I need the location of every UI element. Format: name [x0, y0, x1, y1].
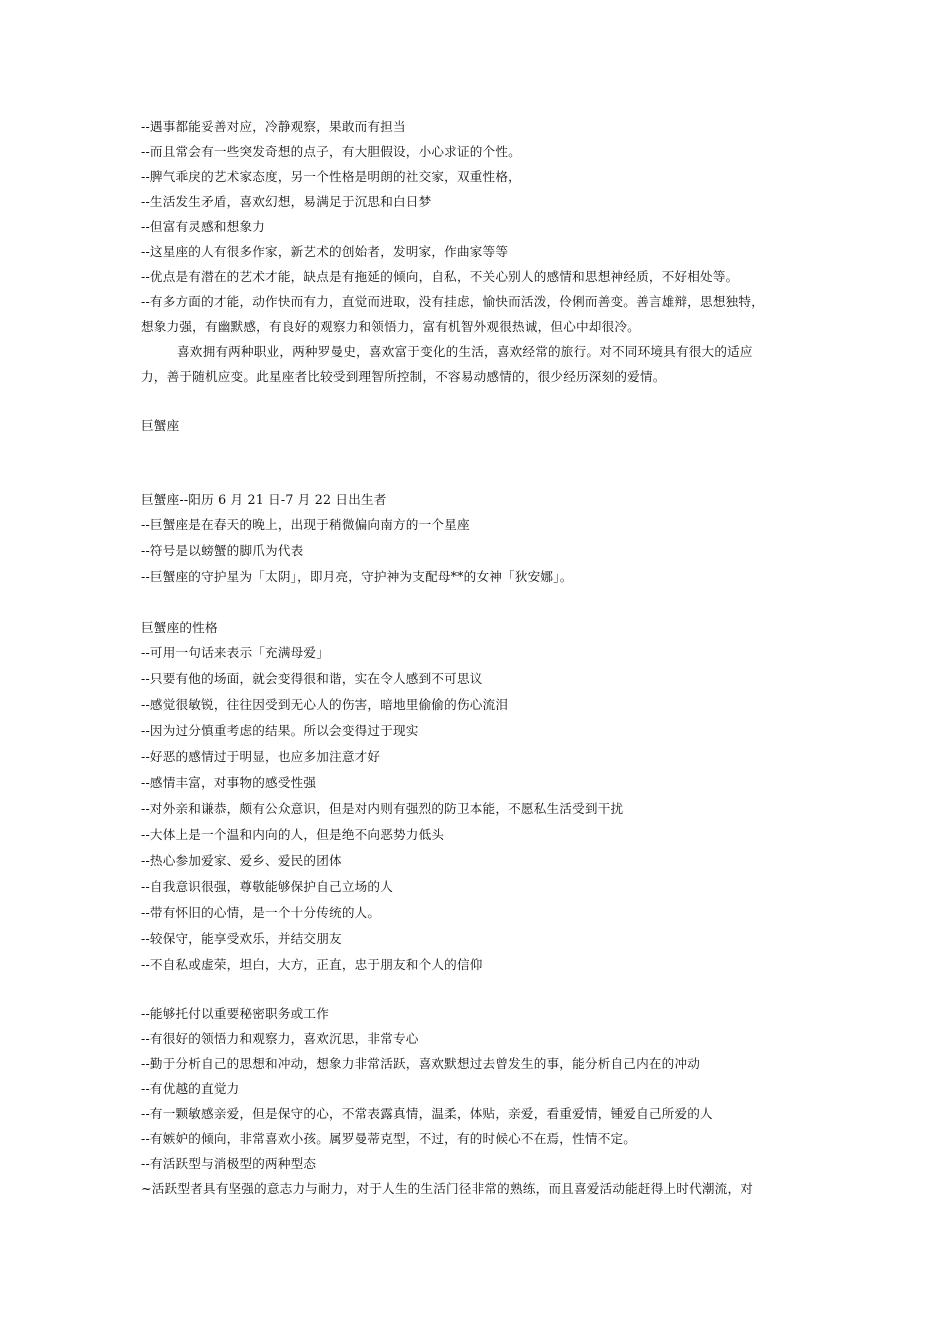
text-line: --感觉很敏锐，往往因受到无心人的伤害，暗地里偷偷的伤心流泪	[141, 697, 509, 712]
text-line: --巨蟹座是在春天的晚上，出现于稍微偏向南方的一个星座	[141, 517, 470, 532]
text-line: --优点是有潜在的艺术才能，缺点是有拖延的倾向，自私，不关心别人的感情和思想神经质，不好相处等。	[141, 269, 739, 284]
text-line: ~活跃型者具有坚强的意志力与耐力，对于人生的生活门径非常的熟练，而且喜爱活动能赶得上时代潮流，对	[141, 1181, 754, 1196]
text-line: --生活发生矛盾，喜欢幻想，易满足于沉思和白日梦	[141, 194, 432, 209]
text-line: --热心参加爱家、爱乡、爱民的团体	[141, 853, 342, 868]
text-line: 力，善于随机应变。此星座者比较受到理智所控制，不容易动感情的，很少经历深刻的爱情。	[141, 369, 666, 384]
text-line: --有嫉妒的倾向，非常喜欢小孩。属罗曼蒂克型，不过，有的时候心不在焉，性情不定。	[141, 1131, 637, 1146]
text-line: --对外亲和谦恭，颇有公众意识，但是对内则有强烈的防卫本能，不愿私生活受到干扰	[141, 801, 624, 816]
text-line: --有多方面的才能，动作快而有力，直觉而进取，没有挂虑，愉快而活泼，伶俐而善变。善言雄辩，思想独特，	[141, 294, 765, 309]
text-line: --但富有灵感和想象力	[141, 219, 266, 234]
text-line: --自我意识很强，尊敬能够保护自己立场的人	[141, 879, 393, 894]
text-line: 想象力强，有幽默感，有良好的观察力和领悟力，富有机智外观很热诚，但心中却很冷。	[141, 319, 640, 334]
text-line: --有一颗敏感亲爱，但是保守的心，不常表露真情，温柔，体贴，亲爱，看重爱情，锺爱自己所爱的人	[141, 1106, 713, 1121]
text-line: --大体上是一个温和内向的人，但是绝不向恶势力低头	[141, 827, 445, 842]
text-line: --不自私或虚荣，坦白，大方，正直，忠于朋友和个人的信仰	[141, 957, 483, 972]
text-line: --只要有他的场面，就会变得很和谐，实在令人感到不可思议	[141, 671, 483, 686]
text-line: --遇事都能妥善对应，冷静观察，果敢而有担当	[141, 119, 406, 134]
text-line: --巨蟹座的守护星为「太阴」，即月亮，守护神为支配母**的女神「狄安娜」。	[141, 569, 573, 584]
text-line: --有优越的直觉力	[141, 1081, 240, 1096]
text-line: --有很好的领悟力和观察力，喜欢沉思，非常专心	[141, 1031, 419, 1046]
text-line: --这星座的人有很多作家，新艺术的创始者，发明家，作曲家等等	[141, 244, 509, 259]
text-line: --能够托付以重要秘密职务或工作	[141, 1006, 330, 1021]
text-line: 巨蟹座--阳历 6 月 21 日-7 月 22 日出生者	[141, 492, 387, 507]
text-line: --较保守，能享受欢乐，并结交朋友	[141, 931, 342, 946]
text-line: --勤于分析自己的思想和冲动，想象力非常活跃，喜欢默想过去曾发生的事，能分析自己内在的冲动	[141, 1056, 701, 1071]
text-line: --符号是以螃蟹的脚爪为代表	[141, 543, 304, 558]
text-line: --感情丰富，对事物的感受性强	[141, 775, 317, 790]
text-line: --可用一句话来表示「充满母爱」	[141, 645, 330, 660]
section-heading: 巨蟹座	[141, 418, 180, 433]
paragraph-line: 喜欢拥有两种职业，两种罗曼史，喜欢富于变化的生活，喜欢经常的旅行。对不同环境具有很大的适应	[177, 344, 753, 359]
text-line: --而且常会有一些突发奇想的点子，有大胆假设，小心求证的个性。	[141, 144, 521, 159]
section-heading: 巨蟹座的性格	[141, 620, 218, 635]
text-line: --好恶的感情过于明显，也应多加注意才好	[141, 749, 381, 764]
text-line: --带有怀旧的心情，是一个十分传统的人。	[141, 905, 381, 920]
text-line: --脾气乖戾的艺术家态度，另一个性格是明朗的社交家，双重性格，	[141, 169, 521, 184]
text-line: --因为过分慎重考虑的结果。所以会变得过于现实	[141, 723, 419, 738]
text-line: --有活跃型与消极型的两种型态	[141, 1156, 317, 1171]
